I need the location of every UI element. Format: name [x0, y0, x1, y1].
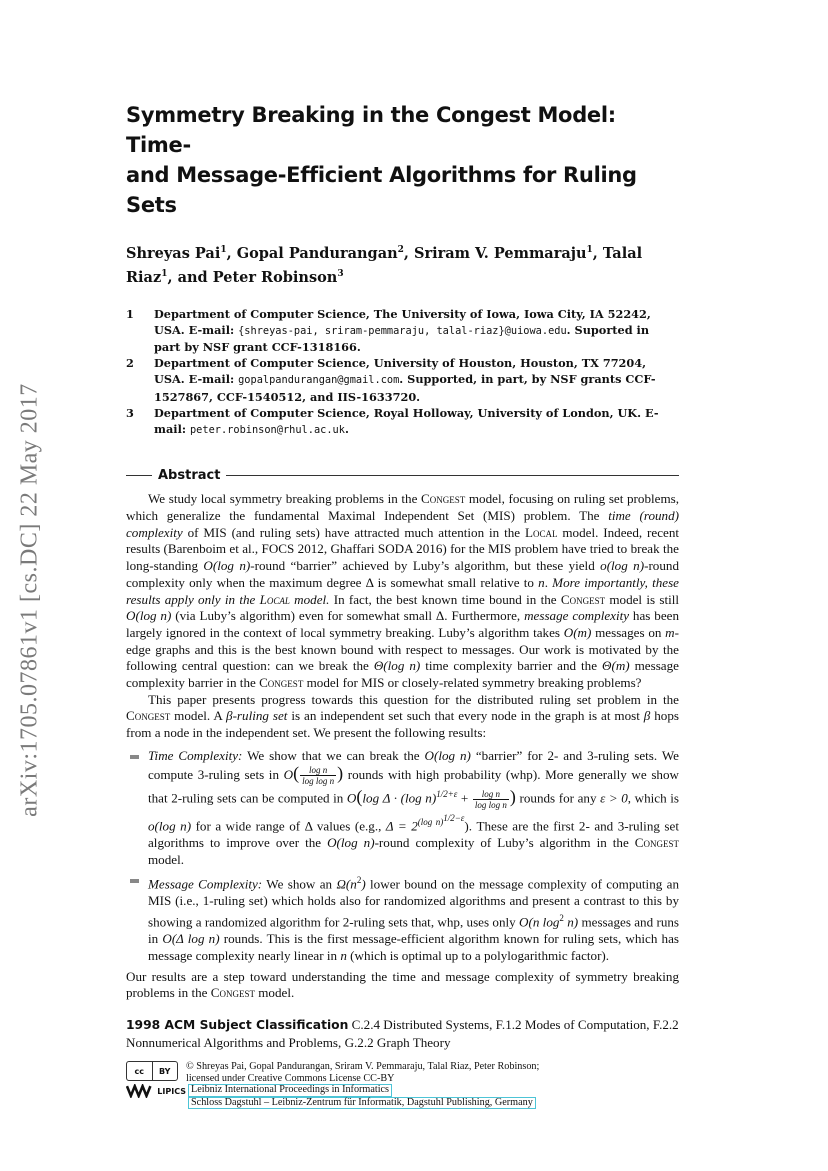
- abstract-paragraph-2: [126, 692, 679, 742]
- license-block: [126, 1061, 679, 1084]
- cc-logo-right: BY: [152, 1062, 178, 1080]
- heading-rule-right: [226, 475, 679, 476]
- abstract-closing: [126, 969, 679, 1002]
- publisher-link[interactable]: Schloss Dagstuhl – Leibniz-Zentrum für Informatik, Dagstuhl Publishing, Germany: [188, 1097, 536, 1110]
- affiliation-text: [154, 405, 679, 438]
- math: Θ(log n): [373, 658, 421, 674]
- abstract-body: [126, 491, 679, 1002]
- arxiv-sidebar: [0, 345, 60, 855]
- bullet-marker: [130, 879, 139, 883]
- text-run: Our results are a step toward understanding the time and message complexity of symmetry breaking problems in the: [126, 968, 679, 1001]
- text-run: rounds. This is the first message-efficient algorithm known for ruling sets, which has message complexity nearly linear in: [148, 931, 680, 963]
- math-exponent: 1/2−ε: [443, 812, 465, 823]
- text-run: , which is: [627, 790, 679, 806]
- text-run: .: [544, 574, 553, 590]
- math: O(Δ log n): [162, 931, 220, 947]
- license-text: [186, 1061, 539, 1084]
- affiliation-text: [154, 306, 679, 356]
- text-run: model for MIS or closely-related symmetry breaking problems?: [303, 675, 642, 691]
- acm-classification: [126, 1016, 679, 1051]
- model-name: Congest: [210, 985, 255, 1001]
- affiliation-number: 1: [126, 306, 134, 321]
- model-name: Congest: [634, 834, 679, 850]
- author-name: Talal Riaz: [126, 244, 643, 286]
- text-run: of MIS (and ruling sets) have attracted much attention in the: [182, 524, 525, 540]
- math: Ω(n: [336, 876, 357, 892]
- text-run: hops from a node in the independent set. We present the following results:: [126, 708, 679, 741]
- text-run: model is still: [605, 591, 679, 607]
- math: O: [346, 790, 357, 806]
- paren: (: [356, 786, 363, 807]
- lipics-label: LIPICS: [157, 1086, 186, 1096]
- math: β: [643, 708, 651, 724]
- math: n): [563, 914, 579, 930]
- affiliation-note: . Suported in part by NSF grant CCF-1318166.: [154, 322, 650, 355]
- author-name: Gopal Pandurangan: [236, 244, 398, 262]
- text-run: “barrier” for 2- and 3-ruling sets. We compute 3-ruling sets in: [148, 747, 679, 782]
- math-exponent: (log n): [417, 816, 444, 827]
- affiliation-text: [154, 355, 679, 405]
- affiliation-email[interactable]: gopalpandurangan@gmail.com: [238, 374, 400, 387]
- affiliation-email[interactable]: {shreyas-pai, sriram-pemmaraju, talal-riaz}@uiowa.edu: [238, 324, 567, 337]
- text-run: messages on: [591, 624, 666, 640]
- author-affil-mark: 1: [586, 245, 593, 255]
- abstract-paragraph-1: [126, 491, 679, 691]
- text-run: model, focusing on ruling set problems, which generalize the fundamental Maximal Independent Set (MIS) problem. The: [126, 491, 680, 523]
- math: Δ = 2: [385, 818, 418, 834]
- affiliation-2: [126, 355, 679, 405]
- math: n: [538, 574, 545, 590]
- math: m: [665, 624, 675, 640]
- text-run: We show that we can break the: [242, 747, 425, 763]
- math-exponent: 2: [559, 913, 564, 924]
- result-label: Message Complexity:: [148, 876, 263, 892]
- model-name: Congest: [421, 491, 466, 507]
- text-run: model.: [148, 851, 185, 867]
- fraction-denominator: log log n: [302, 776, 335, 787]
- author-affil-mark: 2: [397, 245, 404, 255]
- math-exponent: 1/2+ε: [436, 789, 458, 800]
- math: ): [361, 876, 366, 892]
- author-affil-mark: 1: [220, 245, 227, 255]
- author-name: Peter Robinson: [212, 268, 338, 286]
- math: O: [283, 766, 294, 782]
- fraction-numerator: log n: [473, 789, 509, 800]
- title-line-2: and Message-Efficient Algorithms for Ruling Sets: [126, 163, 637, 217]
- affiliation-desc: Department of Computer Science, Royal Holloway, University of London, UK. E-mail:: [154, 405, 659, 437]
- math: n: [340, 947, 347, 963]
- text-run: -edge graphs and this is the best known bound with respect to messages. Our work is motivated by the following central question: can we break the: [126, 624, 679, 674]
- model-name: Local: [259, 591, 290, 607]
- arxiv-identifier: arXiv:1705.07861v1 [cs.DC] 22 May 2017: [16, 383, 43, 817]
- paper-title: [126, 100, 679, 220]
- abstract-heading: [126, 468, 679, 483]
- heading-rule-left: [126, 475, 152, 476]
- emphasis: β-ruling set: [226, 708, 288, 724]
- text-run: We show an: [262, 876, 337, 892]
- text-run: model.: [254, 985, 295, 1001]
- text-run: is an independent set such that every node in the graph is at most: [287, 708, 644, 724]
- fraction-numerator: log n: [300, 765, 336, 776]
- author-separator: ,: [403, 244, 415, 262]
- author-affil-mark: 3: [337, 268, 344, 279]
- math: O(log n): [424, 747, 471, 763]
- author-name: Sriram V. Pemmaraju: [414, 244, 587, 262]
- author-name: Shreyas Pai: [126, 244, 221, 262]
- text-run: (via Luby’s algorithm) even for somewhat small Δ. Furthermore,: [171, 608, 525, 624]
- text-run: model. Indeed, recent results (Barenboim et al., FOCS 2012, Ghaffari SODA 2016) for the MIS problem have tried to break the long-standing: [126, 524, 680, 574]
- author-separator: , and: [167, 268, 213, 286]
- affiliations: [126, 306, 679, 439]
- affiliation-desc: Department of Computer Science, The University of Iowa, Iowa City, IA 52242, USA. E-mail:: [154, 306, 651, 337]
- math: O(log n): [126, 608, 172, 624]
- text-run: message complexity barrier in the: [126, 658, 679, 691]
- license-line: licensed under Creative Commons License CC-BY: [186, 1072, 395, 1084]
- math: O(m): [563, 624, 592, 640]
- lipics-block: [126, 1084, 679, 1109]
- copyright-line: © Shreyas Pai, Gopal Pandurangan, Sriram V. Pemmaraju, Talal Riaz, Peter Robinson;: [186, 1061, 540, 1072]
- text-run: -round complexity only when the maximum degree Δ is somewhat small relative to: [126, 558, 679, 590]
- result-label: Time Complexity:: [148, 747, 243, 763]
- paren: ): [337, 762, 344, 783]
- publisher-text: [188, 1084, 536, 1109]
- text-run: messages and runs in: [148, 914, 680, 947]
- text-run: We study local symmetry breaking problems in the: [148, 491, 422, 507]
- affiliation-number: 2: [126, 356, 134, 371]
- affiliation-note: . Supported, in part, by NSF grants CCF-1527867, CCF-1540512, and IIS-1633720.: [154, 372, 656, 404]
- fraction: [473, 789, 509, 810]
- text-run: This paper presents progress towards this question for the distributed ruling set problem in the: [148, 691, 679, 707]
- paren: ): [509, 786, 516, 807]
- lipics-wave-icon: [126, 1084, 153, 1098]
- math: +: [457, 790, 472, 806]
- text-run: In fact, the best known time bound in the: [329, 591, 561, 607]
- author-affil-mark: 1: [161, 268, 168, 279]
- text-run: ). These are the first 2- and 3-ruling set algorithms to improve over the: [148, 818, 679, 850]
- lipics-logo-icon: [126, 1084, 186, 1098]
- emphasis: message complexity: [524, 608, 630, 624]
- author-separator: ,: [226, 244, 237, 262]
- math: O(n log: [519, 914, 560, 930]
- model-name: Congest: [560, 591, 606, 607]
- model-name: Local: [524, 524, 558, 540]
- text-run: -round “barrier” achieved by Luby’s algorithm, but these yield: [250, 558, 601, 574]
- classification-text: C.2.4 Distributed Systems, F.1.2 Modes of Computation, F.2.2 Nonnumerical Algorithms and Problems, G.2.2 Graph Theory: [126, 1017, 679, 1050]
- math-exponent: 2: [356, 875, 362, 886]
- text-run: -round complexity of Luby’s algorithm in the: [374, 834, 635, 850]
- math: Θ(m): [602, 658, 630, 674]
- fraction-denominator: log log n: [474, 799, 507, 810]
- paren: (: [293, 762, 300, 783]
- fraction: [300, 765, 336, 786]
- affiliation-3: [126, 405, 679, 438]
- series-link[interactable]: Leibniz International Proceedings in Informatics: [188, 1084, 392, 1097]
- affiliation-email[interactable]: peter.robinson@rhul.ac.uk: [189, 424, 345, 437]
- result-time-complexity: [148, 748, 679, 869]
- text-run: for a wide range of Δ values (e.g.,: [191, 818, 386, 834]
- cc-by-logo-icon: [126, 1061, 178, 1081]
- math: o(log n): [148, 818, 192, 834]
- emphasis: model.: [289, 591, 330, 607]
- text-run: has been largely ignored in the context of local symmetry breaking. Luby’s algorithm takes: [126, 608, 679, 640]
- text-run: lower bound on the message complexity of computing an MIS (i.e., 1-ruling set) which holds also for randomized algorithms and present a contrast to this by showing a randomized algorithm for 2-ruling sets that, whp, uses only: [148, 876, 679, 930]
- author-separator: ,: [592, 244, 603, 262]
- math: ε > 0: [600, 790, 628, 806]
- math: o(log n): [600, 558, 645, 574]
- title-line-1: Symmetry Breaking in the Congest Model: Time-: [126, 103, 616, 157]
- math: O(log n): [327, 834, 375, 850]
- author-list: [126, 240, 679, 288]
- cc-logo-left: cc: [134, 1066, 144, 1076]
- text-run: (which is optimal up to a polylogarithmic factor).: [346, 947, 610, 963]
- emphasis: time (round) complexity: [126, 507, 679, 540]
- paper-page: [126, 100, 679, 1109]
- text-run: rounds for any: [515, 790, 601, 806]
- results-list: [126, 748, 679, 965]
- affiliation-number: 3: [126, 405, 134, 420]
- classification-label: 1998 ACM Subject Classification: [126, 1018, 349, 1032]
- abstract-heading-text: Abstract: [158, 468, 221, 484]
- affiliation-desc: Department of Computer Science, University of Houston, Houston, TX 77204, USA. E-mail:: [154, 356, 647, 387]
- model-name: Congest: [126, 708, 171, 724]
- affiliation-1: [126, 306, 679, 356]
- model-name: Congest: [259, 675, 304, 691]
- emphasis: More importantly, these results apply only in the: [126, 574, 679, 607]
- text-run: rounds with high probability (whp). More generally we show that 2-ruling sets can be computed in: [148, 766, 679, 806]
- math: O(log n): [203, 558, 251, 574]
- affiliation-note: .: [344, 422, 349, 437]
- math: log Δ · (log n): [362, 790, 437, 806]
- result-message-complexity: [148, 872, 679, 964]
- bullet-marker: [130, 755, 139, 759]
- text-run: time complexity barrier and the: [420, 658, 602, 674]
- text-run: model. A: [170, 708, 227, 724]
